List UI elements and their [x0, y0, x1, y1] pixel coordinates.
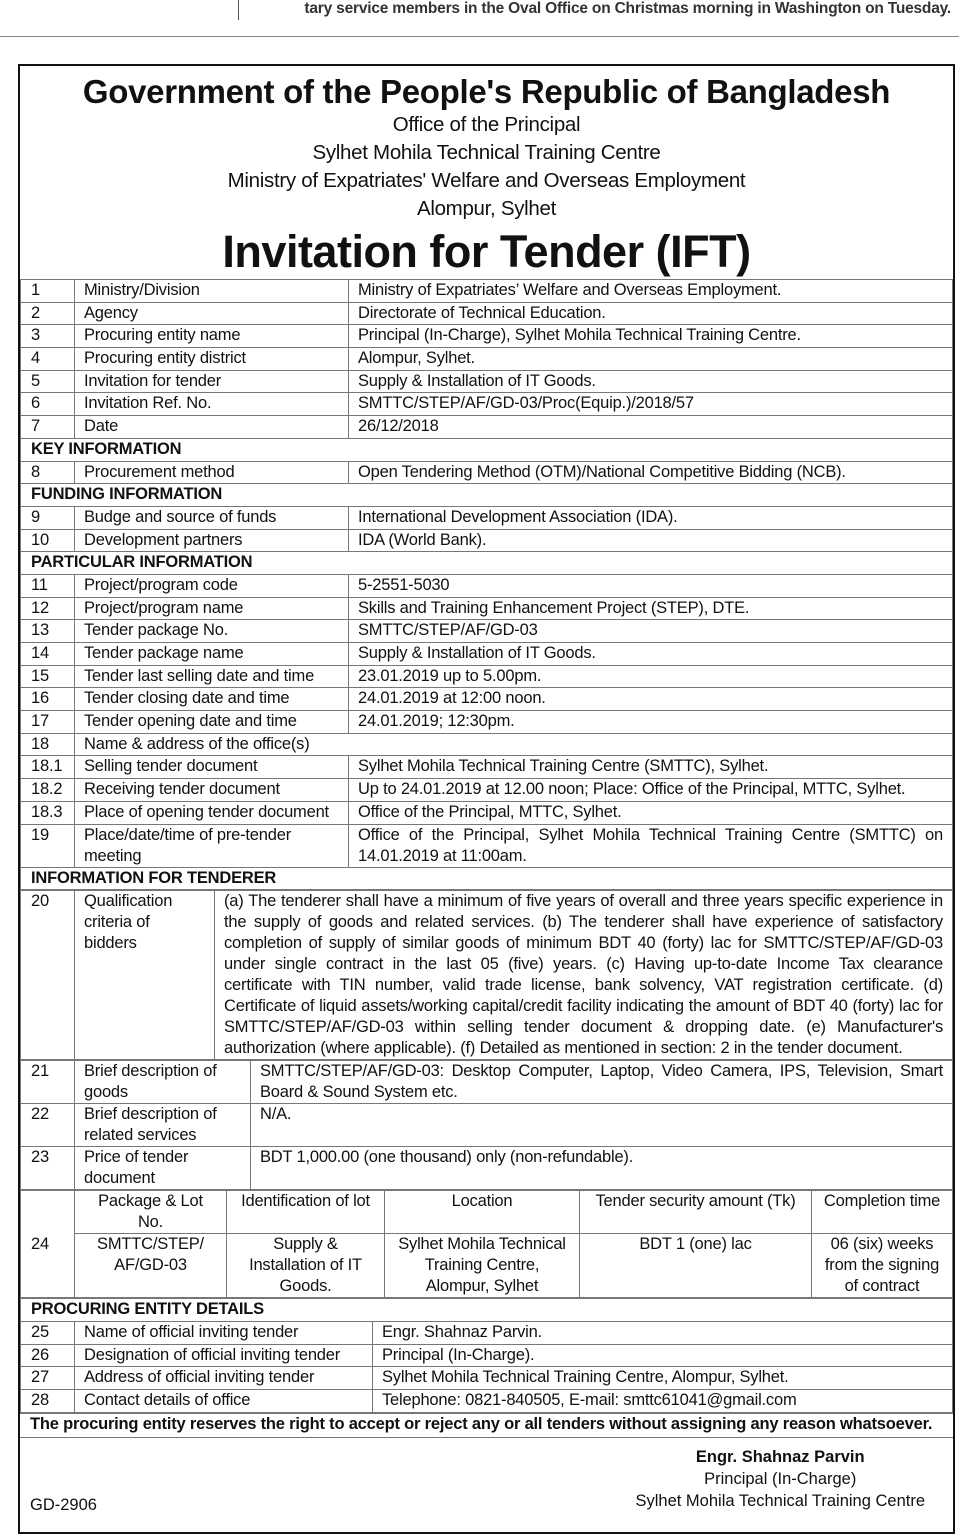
tender-notice — [18, 64, 955, 1534]
lot-cell: 06 (six) weeks from the signing of contract — [812, 1234, 953, 1298]
row-label: Receiving tender document — [75, 779, 349, 802]
row-label: Price of tender document — [75, 1147, 251, 1190]
row-number: 20 — [21, 891, 75, 1060]
row-value: Open Tendering Method (OTM)/National Competitive Bidding (NCB). — [349, 461, 953, 484]
row-number: 10 — [21, 529, 75, 552]
row-label: Tender opening date and time — [75, 711, 349, 734]
row-value: IDA (World Bank). — [349, 529, 953, 552]
row-value: Sylhet Mohila Technical Training Centre, Alompur, Sylhet. — [373, 1367, 953, 1390]
signatory — [635, 1446, 925, 1512]
government-name: Government of the People's Republic of Bangladesh — [82, 73, 891, 110]
row-label: Place of opening tender document — [75, 801, 349, 824]
row-number: 3 — [21, 325, 75, 348]
row-number: 7 — [21, 416, 75, 439]
section-header-particular — [21, 552, 953, 575]
table-row — [21, 891, 953, 1060]
row-number: 21 — [21, 1061, 75, 1104]
row-label: Agency — [75, 302, 349, 325]
table-row — [21, 643, 953, 666]
row-value: Telephone: 0821-840505, E-mail: smttc61041@gmail.com — [373, 1389, 953, 1412]
row-label: Tender closing date and time — [75, 688, 349, 711]
section-header-procuring — [21, 1299, 953, 1322]
row-label: Development partners — [75, 529, 349, 552]
table-row — [21, 665, 953, 688]
row-label: Qualification criteria of bidders — [75, 891, 215, 1060]
row-number: 12 — [21, 597, 75, 620]
lot-data-row — [21, 1234, 953, 1298]
row-label: Selling tender document — [75, 756, 349, 779]
lot-cell: Supply & Installation of IT Goods. — [227, 1234, 385, 1298]
row-number: 11 — [21, 574, 75, 597]
row-number: 18.1 — [21, 756, 75, 779]
row-number: 14 — [21, 643, 75, 666]
table-row — [21, 1061, 953, 1104]
row-value: Office of the Principal, Sylhet Mohila Technical Training Centre (SMTTC) on 14.01.2019 at 11:00am. — [349, 824, 953, 867]
row-value: SMTTC/STEP/AF/GD-03: Desktop Computer, Laptop, Video Camera, IPS, Television, Smart Board & Sound System etc. — [251, 1061, 953, 1104]
row-label: Tender package name — [75, 643, 349, 666]
lot-cell: Sylhet Mohila Technical Training Centre, Alompur, Sylhet — [385, 1234, 580, 1298]
ministry-name: Ministry of Expatriates' Welfare and Overseas Employment — [227, 169, 746, 192]
qualification-table — [20, 890, 953, 1060]
note-row — [20, 1413, 953, 1437]
row-number: 22 — [21, 1104, 75, 1147]
row-label: Tender last selling date and time — [75, 665, 349, 688]
row-label: Name & address of the office(s) — [75, 733, 953, 756]
goods-table — [20, 1060, 953, 1190]
section-header-funding — [21, 484, 953, 507]
notice-header — [20, 73, 953, 279]
lot-column-header: Identification of lot — [227, 1191, 385, 1234]
lot-column-header: Package & Lot No. — [75, 1191, 227, 1234]
lot-column-header: Tender security amount (Tk) — [580, 1191, 812, 1234]
section-title: FUNDING INFORMATION — [21, 484, 953, 507]
row-value: (a) The tenderer shall have a minimum of five years of overall and three years specific experience in the supply of goods and related services. (b) The tenderer shall have experience of satisfactory completion of supply of similar goods of minimum BDT 40 (forty) lac for SMTTC/STEP/AF/GD-03 under single contract in the last 05 (five) years. (c) Having up-to-date Income Tax clearance certificate with TIN number, valid trade license, bank solvency, VAT registration certificate. (d) Certificate of liquid assets/working capital/credit facility indicating the amount of BDT 40 (forty) lac for SMTTC/STEP/AF/GD-03 within selling tender document & dropping date. (e) Manufacturer's authorization (where applicable). (f) Detailed as mentioned in section: 2 in the tender document. — [215, 891, 953, 1060]
row-label: Invitation for tender — [75, 370, 349, 393]
row-value: SMTTC/STEP/AF/GD-03 — [349, 620, 953, 643]
table-row — [21, 574, 953, 597]
table-row — [21, 280, 953, 303]
row-number: 25 — [21, 1321, 75, 1344]
reservation-note — [20, 1413, 953, 1438]
tender-details-table — [20, 279, 953, 890]
row-value: Ministry of Expatriates’ Welfare and Overseas Employment. — [349, 280, 953, 303]
row-number: 23 — [21, 1147, 75, 1190]
signatory-name: Engr. Shahnaz Parvin — [695, 1447, 865, 1466]
lot-header-row — [21, 1191, 953, 1234]
table-row — [21, 325, 953, 348]
row-number: 15 — [21, 665, 75, 688]
table-row — [21, 756, 953, 779]
row-label: Name of official inviting tender — [75, 1321, 373, 1344]
table-row — [21, 1367, 953, 1390]
row-label: Contact details of office — [75, 1389, 373, 1412]
row-label: Ministry/Division — [75, 280, 349, 303]
office-address: Alompur, Sylhet — [416, 197, 557, 220]
row-label: Address of official inviting tender — [75, 1367, 373, 1390]
row-value: N/A. — [251, 1104, 953, 1147]
section-title: PARTICULAR INFORMATION — [21, 552, 953, 575]
row-value: Supply & Installation of IT Goods. — [349, 643, 953, 666]
row-value: Alompur, Sylhet. — [349, 348, 953, 371]
table-row — [21, 416, 953, 439]
row-value: BDT 1,000.00 (one thousand) only (non-refundable). — [251, 1147, 953, 1190]
row-value: Sylhet Mohila Technical Training Centre (SMTTC), Sylhet. — [349, 756, 953, 779]
row-number: 19 — [21, 824, 75, 867]
row-number: 4 — [21, 348, 75, 371]
notice-title: Invitation for Tender (IFT) — [222, 226, 751, 277]
row-number: 5 — [21, 370, 75, 393]
row-value: Up to 24.01.2019 at 12.00 noon; Place: Office of the Principal, MTTC, Sylhet. — [349, 779, 953, 802]
row-label: Invitation Ref. No. — [75, 393, 349, 416]
row-number: 13 — [21, 620, 75, 643]
row-value: 23.01.2019 up to 5.00pm. — [349, 665, 953, 688]
table-row — [21, 620, 953, 643]
table-row — [21, 688, 953, 711]
caption-divider — [238, 0, 239, 20]
row-number: 18.2 — [21, 779, 75, 802]
row-label: Budge and source of funds — [75, 506, 349, 529]
row-number: 18 — [21, 733, 75, 756]
row-value: Office of the Principal, MTTC, Sylhet. — [349, 801, 953, 824]
row-label: Date — [75, 416, 349, 439]
row-label: Place/date/time of pre-tender meeting — [75, 824, 349, 867]
row-value: International Development Association (IDA). — [349, 506, 953, 529]
row-number: 24 — [21, 1191, 75, 1298]
row-label: Project/program code — [75, 574, 349, 597]
row-number: 16 — [21, 688, 75, 711]
photo-caption: tary service members in the Oval Office on Christmas morning in Washington on Tuesday. — [304, 0, 951, 17]
row-label: Procuring entity name — [75, 325, 349, 348]
row-number: 27 — [21, 1367, 75, 1390]
lot-table — [20, 1190, 953, 1298]
procuring-entity-table — [20, 1298, 953, 1412]
row-label: Tender package No. — [75, 620, 349, 643]
row-number: 17 — [21, 711, 75, 734]
row-value: Principal (In-Charge). — [373, 1344, 953, 1367]
row-number: 28 — [21, 1389, 75, 1412]
row-value: Engr. Shahnaz Parvin. — [373, 1321, 953, 1344]
table-row — [21, 393, 953, 416]
row-value: Directorate of Technical Education. — [349, 302, 953, 325]
lot-cell: SMTTC/STEP/ AF/GD-03 — [75, 1234, 227, 1298]
row-number: 9 — [21, 506, 75, 529]
table-row — [21, 1147, 953, 1190]
row-value: 24.01.2019; 12:30pm. — [349, 711, 953, 734]
row-number: 18.3 — [21, 801, 75, 824]
row-label: Project/program name — [75, 597, 349, 620]
table-row — [21, 597, 953, 620]
row-value: Supply & Installation of IT Goods. — [349, 370, 953, 393]
row-label: Procuring entity district — [75, 348, 349, 371]
row-value: 5-2551-5030 — [349, 574, 953, 597]
section-header-tenderer — [21, 867, 953, 890]
table-row — [21, 1104, 953, 1147]
section-title: INFORMATION FOR TENDERER — [21, 867, 953, 890]
table-row — [21, 1321, 953, 1344]
row-value: Skills and Training Enhancement Project (STEP), DTE. — [349, 597, 953, 620]
table-row — [21, 1344, 953, 1367]
lot-column-header: Completion time — [812, 1191, 953, 1234]
table-row — [21, 348, 953, 371]
row-value: Principal (In-Charge), Sylhet Mohila Technical Training Centre. — [349, 325, 953, 348]
row-number: 8 — [21, 461, 75, 484]
section-header-key — [21, 438, 953, 461]
gd-code: GD-2906 — [30, 1495, 97, 1514]
office-name: Office of the Principal — [392, 113, 581, 136]
section-title: KEY INFORMATION — [21, 438, 953, 461]
signature-block — [20, 1438, 953, 1524]
row-number: 26 — [21, 1344, 75, 1367]
table-row — [21, 779, 953, 802]
row-number: 2 — [21, 302, 75, 325]
table-row — [21, 824, 953, 867]
table-row — [21, 1389, 953, 1412]
note-text: The procuring entity reserves the right to accept or reject any or all tenders without assigning any reason whatsoever. — [20, 1413, 953, 1437]
table-row — [21, 370, 953, 393]
section-title: PROCURING ENTITY DETAILS — [21, 1299, 953, 1322]
table-row — [21, 461, 953, 484]
centre-name: Sylhet Mohila Technical Training Centre — [312, 141, 661, 164]
row-number: 1 — [21, 280, 75, 303]
table-row — [21, 733, 953, 756]
lot-column-header: Location — [385, 1191, 580, 1234]
lot-cell: BDT 1 (one) lac — [580, 1234, 812, 1298]
signatory-designation: Principal (In-Charge) — [704, 1469, 857, 1488]
signatory-office: Sylhet Mohila Technical Training Centre — [635, 1491, 925, 1510]
row-label: Procurement method — [75, 461, 349, 484]
row-value: 24.01.2019 at 12:00 noon. — [349, 688, 953, 711]
table-row — [21, 302, 953, 325]
row-value: SMTTC/STEP/AF/GD-03/Proc(Equip.)/2018/57 — [349, 393, 953, 416]
row-value: 26/12/2018 — [349, 416, 953, 439]
table-row — [21, 711, 953, 734]
table-row — [21, 506, 953, 529]
row-label: Brief description of related services — [75, 1104, 251, 1147]
top-caption-strip — [0, 0, 959, 37]
table-row — [21, 801, 953, 824]
table-row — [21, 529, 953, 552]
row-number: 6 — [21, 393, 75, 416]
row-label: Brief description of goods — [75, 1061, 251, 1104]
row-label: Designation of official inviting tender — [75, 1344, 373, 1367]
